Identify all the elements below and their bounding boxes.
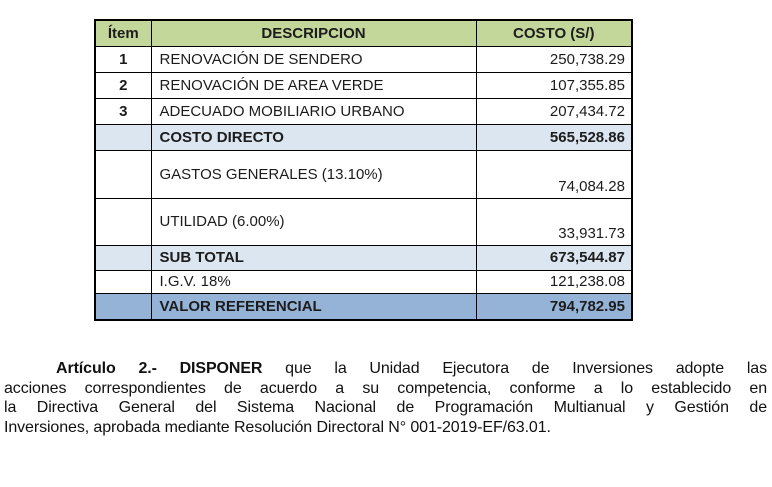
header-item: Ítem [95, 20, 151, 46]
cost-table [94, 19, 633, 321]
article-lead-bold: Artículo 2.- DISPONER [56, 360, 263, 377]
cost-cell: 107,355.85 [476, 72, 632, 98]
cost-cell: 74,084.28 [476, 150, 632, 198]
table-row-gastos-generales [95, 150, 632, 198]
item-cell [95, 198, 151, 245]
header-cost: COSTO (S/) [476, 20, 632, 46]
paragraph-text: la Directiva General del Sistema Nacional de Programación Multianual y Gestión de [4, 399, 767, 416]
paragraph-text: acciones correspondientes de acuerdo a su competencia, conforme a lo establecido en [4, 379, 767, 397]
table-header-row [95, 20, 632, 46]
description-cell: VALOR REFERENCIAL [151, 293, 476, 320]
cost-cell: 565,528.86 [476, 124, 632, 150]
cost-cell: 121,238.08 [476, 270, 632, 293]
item-cell [95, 270, 151, 293]
cost-table-container [94, 19, 633, 321]
table-row-subtotal [95, 245, 632, 270]
table-row-mobiliario [95, 98, 632, 124]
paragraph-line [4, 398, 767, 418]
item-cell [95, 124, 151, 150]
paragraph-line [4, 359, 767, 379]
cost-cell: 794,782.95 [476, 293, 632, 320]
description-cell: I.G.V. 18% [151, 270, 476, 293]
paragraph-line [4, 418, 767, 438]
cost-cell: 33,931.73 [476, 198, 632, 245]
cost-cell: 250,738.29 [476, 46, 632, 72]
cost-cell: 207,434.72 [476, 98, 632, 124]
table-row-igv [95, 270, 632, 293]
table-row-valor-referencial [95, 293, 632, 320]
description-cell: RENOVACIÓN DE AREA VERDE [151, 72, 476, 98]
table-row-costo-directo [95, 124, 632, 150]
item-cell [95, 150, 151, 198]
item-cell: 2 [95, 72, 151, 98]
paragraph-text: Inversiones, aprobada mediante Resolución Directoral N° 001-2019-EF/63.01. [4, 418, 551, 436]
table-row-area-verde [95, 72, 632, 98]
item-cell: 3 [95, 98, 151, 124]
table-row-utilidad [95, 198, 632, 245]
item-cell: 1 [95, 46, 151, 72]
header-description: DESCRIPCION [151, 20, 476, 46]
description-cell: ADECUADO MOBILIARIO URBANO [151, 98, 476, 124]
table-row-sendero [95, 46, 632, 72]
paragraph-text: que la Unidad Ejecutora de Inversiones adopte las [262, 360, 767, 377]
article-2-paragraph [4, 359, 767, 437]
paragraph-line [4, 379, 767, 399]
item-cell [95, 293, 151, 320]
description-cell: UTILIDAD (6.00%) [151, 198, 476, 245]
description-cell: COSTO DIRECTO [151, 124, 476, 150]
cost-cell: 673,544.87 [476, 245, 632, 270]
description-cell: GASTOS GENERALES (13.10%) [151, 150, 476, 198]
description-cell: SUB TOTAL [151, 245, 476, 270]
item-cell [95, 245, 151, 270]
description-cell: RENOVACIÓN DE SENDERO [151, 46, 476, 72]
